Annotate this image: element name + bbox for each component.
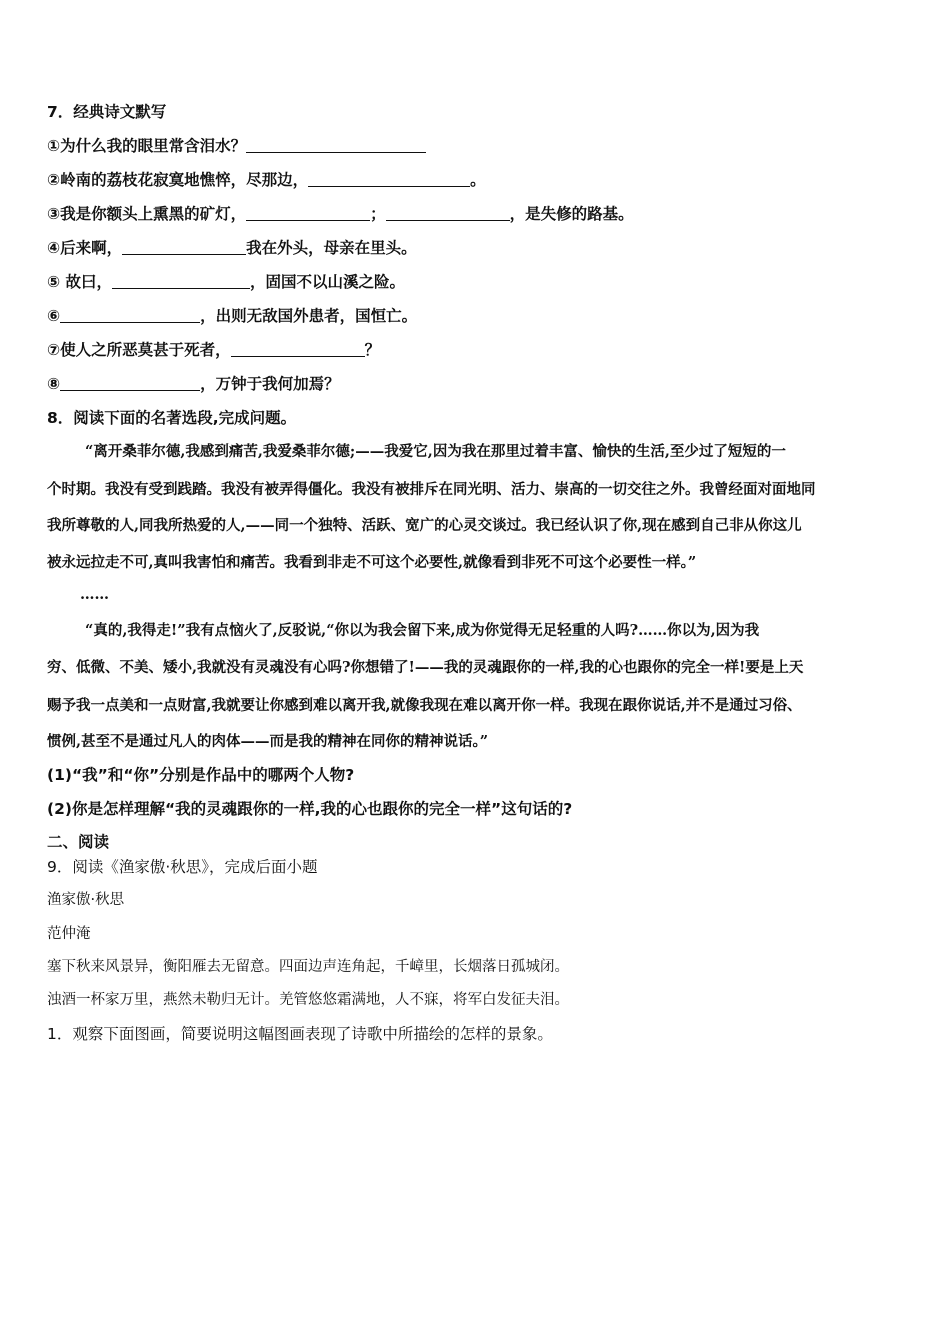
answer-blank[interactable]	[60, 375, 200, 391]
q7-item-2-text: ②岭南的荔枝花寂寞地憔悴，尽那边，	[47, 171, 309, 189]
q7-item-6	[47, 306, 417, 326]
section-heading: 二、阅读	[47, 833, 110, 851]
q9-title: 9．阅读《渔家傲·秋思》，完成后面小题	[47, 858, 318, 876]
q7-item-3-tail: ，是失修的路基。	[509, 205, 634, 223]
q8-sub-question-2: (2)你是怎样理解“我的灵魂跟你的一样,我的心也跟你的完全一样”这句话的?	[47, 800, 573, 818]
answer-blank[interactable]	[308, 171, 470, 187]
answer-blank[interactable]	[112, 273, 250, 289]
q7-item-7-tail: ？	[364, 341, 381, 359]
passage-line: 穷、低微、不美、矮小,我就没有灵魂没有心吗?你想错了!——我的灵魂跟你的一样,我的心也跟你的完全一样!要是上天	[47, 659, 804, 676]
q7-item-8	[47, 374, 340, 394]
q7-item-8-tail: ，万钟于我何加焉？	[200, 375, 340, 393]
poem-title: 渔家傲·秋思	[47, 892, 125, 908]
q8-title: 8．阅读下面的名著选段,完成问题。	[47, 409, 297, 427]
q7-item-5	[47, 272, 405, 292]
answer-blank[interactable]	[246, 205, 370, 221]
q7-item-2-tail: 。	[470, 171, 486, 189]
passage-ellipsis: ……	[80, 586, 109, 603]
q7-title: 7．经典诗文默写	[47, 103, 167, 121]
q7-item-4	[47, 238, 417, 258]
q7-item-4-tail: 我在外头，母亲在里头。	[246, 239, 417, 257]
passage-line: 被永远拉走不可,真叫我害怕和痛苦。我看到非走不可这个必要性,就像看到非死不可这个必要性一样。”	[47, 554, 697, 571]
q7-item-8-text: ⑧	[47, 375, 61, 393]
q7-item-3-text: ③我是你额头上熏黑的矿灯，	[47, 205, 247, 223]
passage-line: 我所尊敬的人,同我所热爱的人,——同一个独特、活跃、宽广的心灵交谈过。我已经认识了你,现在感到自己非从你这儿	[47, 517, 802, 534]
q8-sub-question-1: (1)“我”和“你”分别是作品中的哪两个人物?	[47, 766, 355, 784]
passage-line: 惯例,甚至不是通过凡人的肉体——而是我的精神在同你的精神说话。”	[47, 733, 489, 750]
q7-item-6-text: ⑥	[47, 307, 61, 325]
passage-line: 个时期。我没有受到践踏。我没有被弄得僵化。我没有被排斥在同光明、活力、崇高的一切交往之外。我曾经面对面地同	[47, 481, 816, 498]
q7-item-3-mid: ；	[370, 205, 386, 223]
passage-line: “真的,我得走!”我有点恼火了,反驳说,“你以为我会留下来,成为你觉得无足轻重的人吗?……你以为,因为我	[85, 622, 760, 639]
q7-item-7	[47, 340, 380, 360]
poem-author: 范仲淹	[47, 926, 91, 942]
poem-line: 浊酒一杯家万里，燕然未勒归无计。羌管悠悠霜满地，人不寐，将军白发征夫泪。	[47, 992, 569, 1008]
passage-line: 赐予我一点美和一点财富,我就要让你感到难以离开我,就像我现在难以离开你一样。我现在跟你说话,并不是通过习俗、	[47, 697, 802, 714]
q7-item-3	[47, 204, 634, 224]
q7-item-2	[47, 170, 486, 190]
answer-blank[interactable]	[122, 239, 246, 255]
answer-blank[interactable]	[60, 307, 200, 323]
q7-item-4-text: ④后来啊，	[47, 239, 123, 257]
answer-blank[interactable]	[231, 341, 365, 357]
poem-line: 塞下秋来风景异，衡阳雁去无留意。四面边声连角起，千嶂里，长烟落日孤城闭。	[47, 959, 569, 975]
q9-sub-question-1: 1．观察下面图画，简要说明这幅图画表现了诗歌中所描绘的怎样的景象。	[47, 1025, 553, 1043]
passage-line: “离开桑菲尔德,我感到痛苦,我爱桑菲尔德;——我爱它,因为我在那里过着丰富、愉快的生活,至少过了短短的一	[85, 443, 786, 460]
answer-blank[interactable]	[386, 205, 510, 221]
q7-item-5-tail: ，固国不以山溪之险。	[250, 273, 406, 291]
q7-item-6-tail: ，出则无敌国外患者，国恒亡。	[200, 307, 418, 325]
answer-blank[interactable]	[246, 137, 426, 153]
q7-item-1-text: ①为什么我的眼里常含泪水？	[47, 137, 247, 155]
q7-item-7-text: ⑦使人之所恶莫甚于死者，	[47, 341, 231, 359]
q7-item-1	[47, 136, 426, 156]
q7-item-5-text: ⑤ 故曰，	[47, 273, 113, 291]
